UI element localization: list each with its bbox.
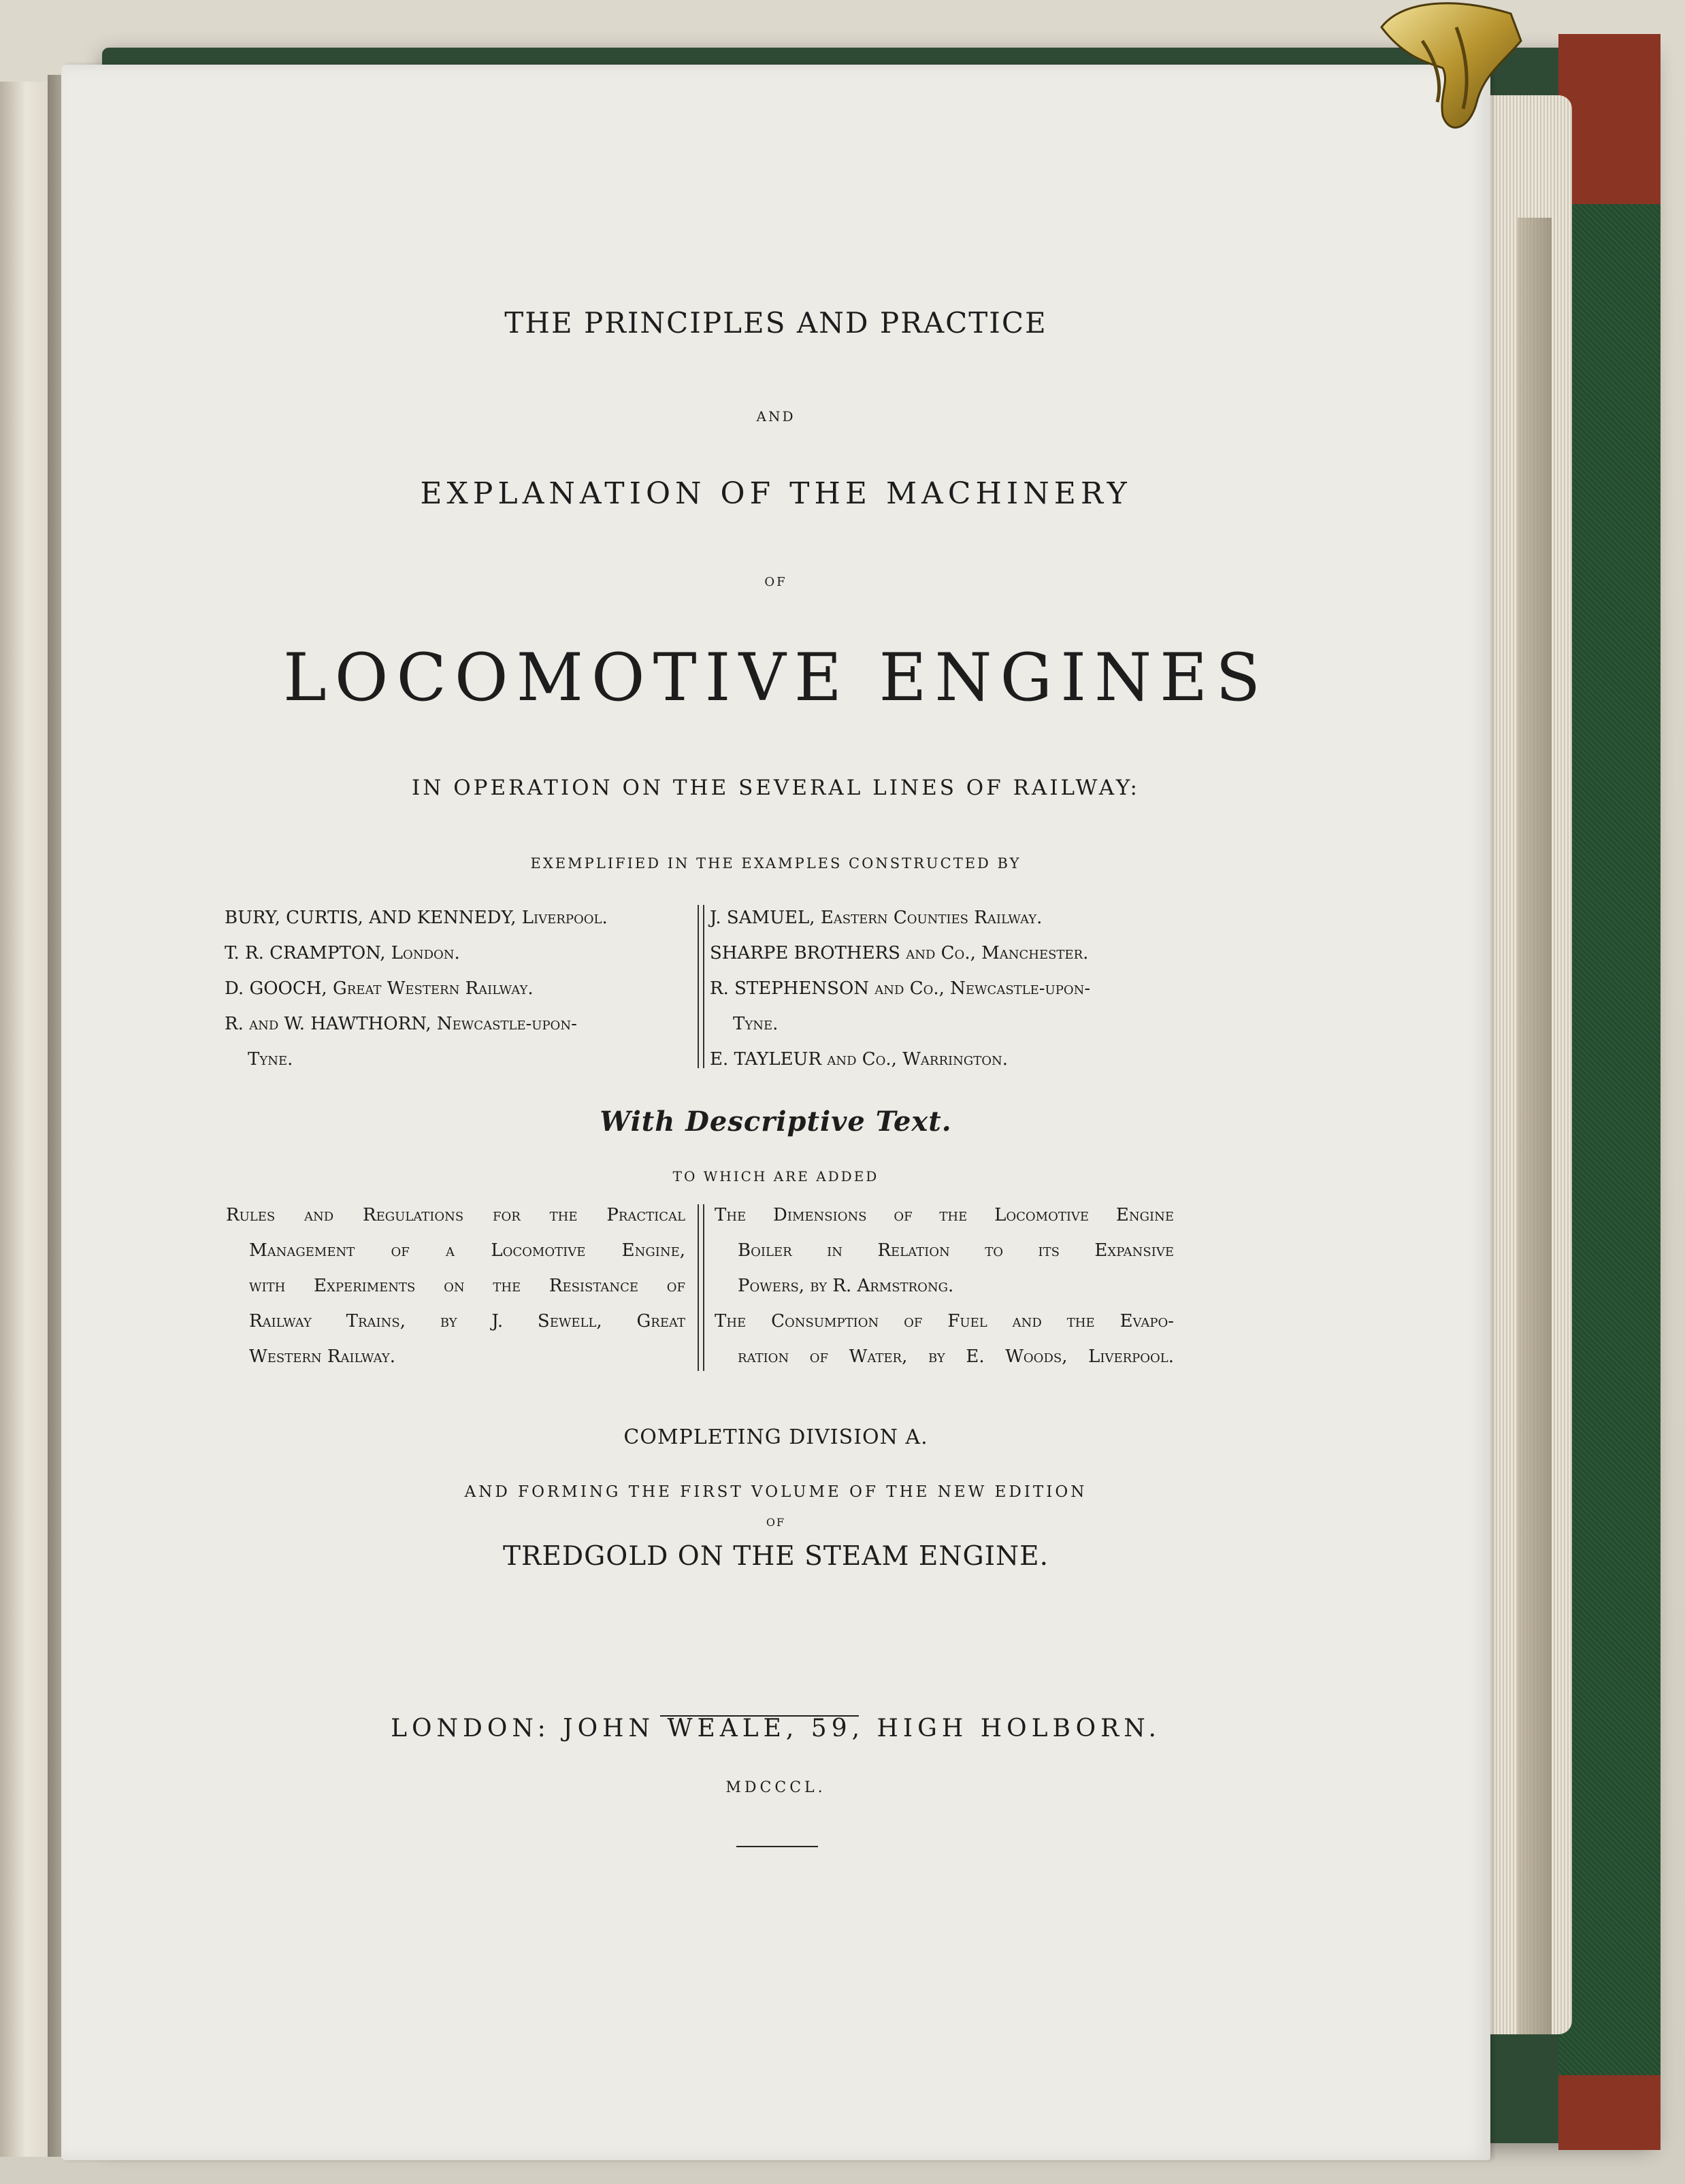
maker-entry: BURY, CURTIS, AND KENNEDY, Liverpool. — [225, 908, 608, 928]
imprint: LONDON: JOHN WEALE, 59, HIGH HOLBORN. — [391, 1715, 1161, 1742]
title-line-2: EXPLANATION OF THE MACHINERY — [420, 476, 1132, 511]
book-spine-cloth — [1558, 197, 1661, 2102]
maker-entry: Tyne. — [733, 1014, 779, 1034]
added-entry: Rules and Regulations for the Practical — [226, 1205, 685, 1225]
subtitle: IN OPERATION ON THE SEVERAL LINES OF RAILWAY: — [412, 776, 1140, 800]
maker-entry: T. R. CRAMPTON, London. — [225, 943, 460, 963]
tredgold-title: TREDGOLD ON THE STEAM ENGINE. — [502, 1541, 1049, 1572]
descriptive-text-heading: With Descriptive Text. — [600, 1106, 952, 1138]
forming-line: AND FORMING THE FIRST VOLUME OF THE NEW EDITION — [464, 1483, 1087, 1501]
added-entry: ration of Water, by E. Woods, Liverpool. — [738, 1346, 1174, 1367]
added-left-column — [226, 1197, 685, 1374]
makers-right-column — [710, 900, 1173, 1077]
maker-entry: Tyne. — [248, 1049, 293, 1070]
main-title: LOCOMOTIVE ENGINES — [282, 640, 1269, 716]
book-corner-top — [1558, 34, 1661, 204]
maker-entry: R. and W. HAWTHORN, Newcastle-upon- — [225, 1014, 577, 1034]
book-corner-bottom — [1558, 2075, 1661, 2150]
makers-left-column — [225, 900, 687, 1077]
added-entry: The Consumption of Fuel and the Evapo- — [715, 1311, 1174, 1331]
maker-entry: J. SAMUEL, Eastern Counties Railway. — [710, 908, 1043, 928]
completing-division: COMPLETING DIVISION A. — [623, 1425, 928, 1449]
title-and: AND — [756, 408, 796, 425]
maker-entry: D. GOOCH, Great Western Railway. — [225, 978, 534, 999]
added-entry: The Dimensions of the Locomotive Engine — [715, 1205, 1174, 1225]
added-entry: Powers, by R. Armstrong. — [738, 1276, 954, 1296]
added-entry: Management of a Locomotive Engine, — [249, 1240, 685, 1261]
column-divider — [698, 1204, 704, 1371]
brass-page-clip-icon — [1375, 0, 1531, 136]
page-edges-shadow — [1518, 218, 1552, 2034]
maker-entry: E. TAYLEUR and Co., Warrington. — [710, 1049, 1009, 1070]
title-line-1: THE PRINCIPLES AND PRACTICE — [504, 306, 1047, 340]
title-of: OF — [764, 575, 787, 589]
column-divider — [698, 905, 704, 1068]
year: MDCCCL. — [725, 1779, 826, 1796]
added-entry: Boiler in Relation to its Expansive — [738, 1240, 1174, 1261]
added-entry: Railway Trains, by J. Sewell, Great — [249, 1311, 685, 1331]
added-entry: Western Railway. — [249, 1346, 396, 1367]
forming-of: OF — [766, 1516, 786, 1529]
maker-entry: R. STEPHENSON and Co., Newcastle-upon- — [710, 978, 1091, 999]
examples-intro: EXEMPLIFIED IN THE EXAMPLES CONSTRUCTED BY — [530, 855, 1021, 872]
imprint-rule — [736, 1846, 818, 1847]
added-intro: TO WHICH ARE ADDED — [672, 1168, 879, 1185]
title-page — [61, 65, 1490, 2160]
maker-entry: SHARPE BROTHERS and Co., Manchester. — [710, 943, 1089, 963]
added-right-column — [715, 1197, 1174, 1374]
added-entry: with Experiments on the Resistance of — [249, 1276, 685, 1296]
